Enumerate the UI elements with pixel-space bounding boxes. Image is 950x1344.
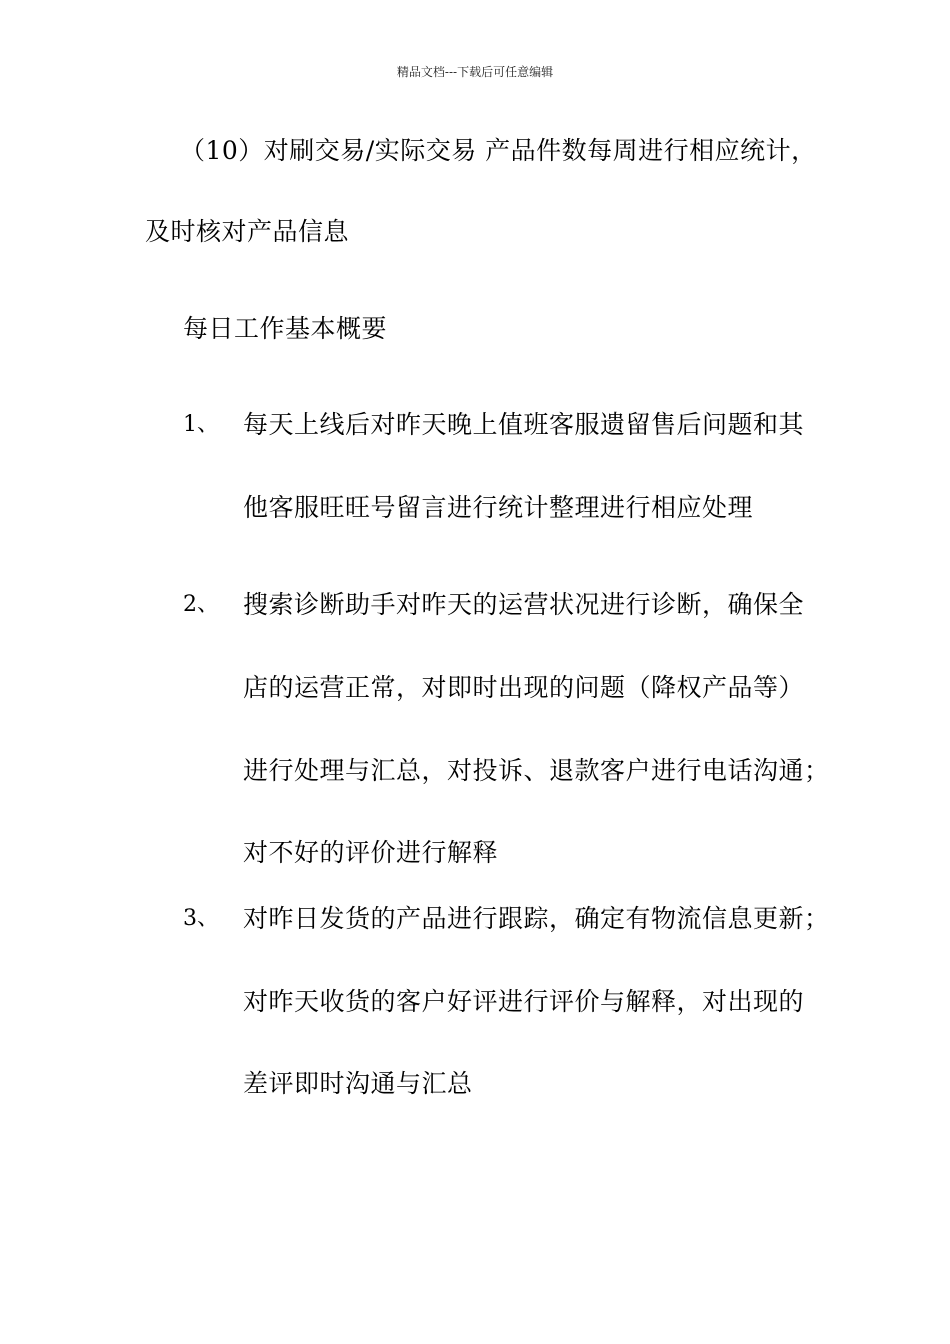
paragraph-item-10-line-1: （10）对刷交易/实际交易 产品件数每周进行相应统计， — [180, 136, 817, 165]
list-item-line: 每天上线后对昨天晚上值班客服遗留售后问题和其 — [243, 410, 805, 439]
list-item-line: 对不好的评价进行解释 — [243, 838, 499, 867]
section-title: 每日工作基本概要 — [183, 314, 388, 343]
list-item-line: 进行处理与汇总，对投诉、退款客户进行电话沟通； — [243, 756, 830, 785]
list-item-line: 店的运营正常，对即时出现的问题（降权产品等） — [243, 673, 805, 702]
page-header: 精品文档---下载后可任意编辑 — [396, 65, 554, 79]
list-number: 1、 — [183, 412, 219, 437]
list-item-line: 对昨天收货的客户好评进行评价与解释，对出现的 — [243, 987, 805, 1016]
list-number: 3、 — [183, 906, 219, 931]
list-item-line: 搜索诊断助手对昨天的运营状况进行诊断，确保全 — [243, 590, 805, 619]
list-item-line: 差评即时沟通与汇总 — [243, 1069, 473, 1098]
list-item-line: 对昨日发货的产品进行跟踪，确定有物流信息更新； — [243, 904, 830, 933]
list-number: 2、 — [183, 592, 219, 617]
paragraph-item-10-line-2: 及时核对产品信息 — [145, 217, 350, 246]
list-item-line: 他客服旺旺号留言进行统计整理进行相应处理 — [243, 493, 754, 522]
